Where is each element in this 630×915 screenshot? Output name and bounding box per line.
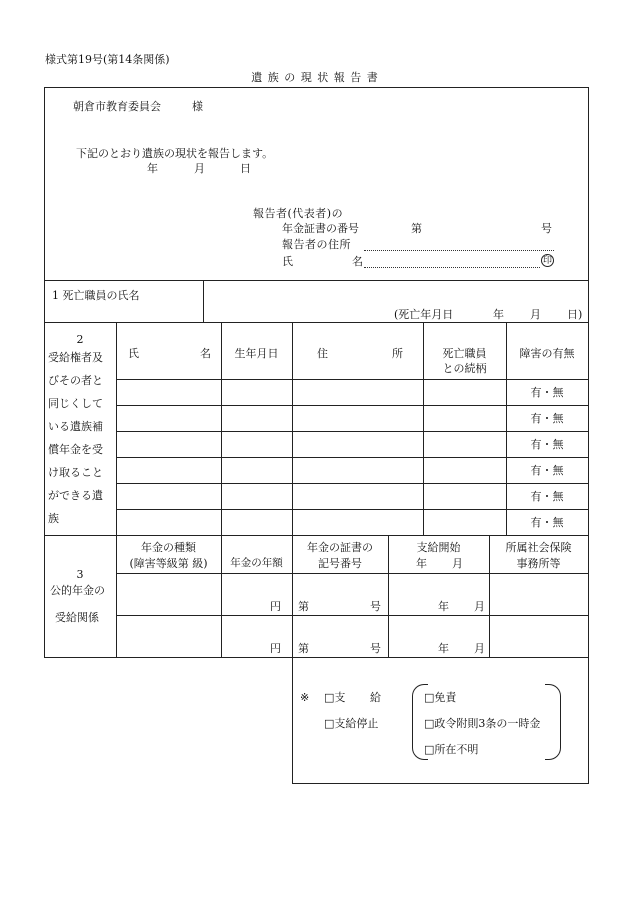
pension-start-year-1: 年 — [438, 600, 449, 613]
section3-number: 3 — [76, 568, 84, 581]
header-start-year: 年 — [416, 557, 427, 570]
document-title: 遺 族 の 現 状 報 告 書 — [251, 71, 379, 84]
date-year-label: 年 — [147, 162, 158, 175]
header-pension-type-1: 年金の種類 — [141, 541, 196, 554]
header-pension-type-2: (障害等級第 級) — [129, 557, 208, 570]
disability-value: 有・無 — [530, 412, 564, 425]
section3-label-1: 公的年金の — [50, 584, 105, 597]
seal-mark: 印 — [542, 256, 552, 266]
pension-gou-2: 号 — [370, 642, 381, 655]
header-office-1: 所属社会保険 — [505, 541, 572, 554]
header-name-1: 氏 — [128, 347, 139, 360]
date-day-label: 日 — [240, 162, 251, 175]
pay-checkbox-label-1: □支 — [324, 691, 346, 704]
death-date-open: (死亡年月日 — [394, 308, 454, 321]
reporter-address-label: 報告者の住所 — [282, 238, 351, 251]
section2-label-7: ができる遺 — [48, 489, 103, 502]
disability-value: 有・無 — [530, 464, 564, 477]
disability-value: 有・無 — [530, 438, 564, 451]
header-pension-amount: 年金の年額 — [230, 557, 283, 569]
header-address-2: 所 — [392, 347, 403, 360]
reporter-name-label-1: 氏 — [282, 255, 293, 268]
disability-value: 有・無 — [530, 386, 564, 399]
reporter-name-label-2: 名 — [352, 255, 363, 268]
section2-label-3: 同じくして — [48, 397, 103, 410]
pension-start-month-1: 月 — [474, 600, 485, 613]
date-month-label: 月 — [194, 162, 205, 175]
header-name-2: 名 — [200, 347, 211, 360]
header-address-1: 住 — [317, 347, 328, 360]
report-statement: 下記のとおり遺族の現状を報告します。 — [76, 147, 274, 160]
header-cert-2: 記号番号 — [318, 557, 362, 570]
section3-label-2: 受給関係 — [55, 611, 99, 624]
section2-number: 2 — [76, 333, 84, 346]
pension-yen-2: 円 — [270, 642, 281, 655]
pension-yen-1: 円 — [270, 600, 281, 613]
pension-dai-2: 第 — [298, 642, 309, 655]
pension-gou-1: 号 — [370, 600, 381, 613]
header-start-1: 支給開始 — [416, 541, 461, 554]
reason-whereabouts-unknown: □所在不明 — [424, 743, 479, 756]
section2-label-8: 族 — [48, 512, 59, 525]
disability-value: 有・無 — [530, 516, 564, 529]
addressee-honorific: 様 — [192, 100, 203, 113]
pension-number-gou: 号 — [541, 222, 552, 235]
reporter-label: 報告者(代表者)の — [253, 207, 344, 220]
death-date-year: 年 — [493, 308, 504, 321]
office-use-mark: ※ — [300, 691, 310, 704]
section2-label-6: け取ること — [48, 466, 103, 479]
addressee: 朝倉市教育委員会 — [73, 100, 161, 113]
pension-number-label: 年金証書の番号 — [282, 222, 359, 235]
pension-dai-1: 第 — [298, 600, 309, 613]
pension-start-month-2: 月 — [474, 642, 485, 655]
death-date-month: 月 — [530, 308, 541, 321]
section2-label-1: 受給権者及 — [48, 351, 103, 364]
header-relation-2: との続柄 — [442, 362, 487, 375]
header-cert-1: 年金の証書の — [307, 541, 373, 554]
section2-label-4: いる遺族補 — [48, 420, 103, 433]
reason-exempt: □免責 — [424, 691, 457, 704]
form-number: 様式第19号(第14条関係) — [45, 53, 170, 66]
header-birthdate: 生年月日 — [234, 347, 279, 360]
reason-lump-sum: □政令附則3条の一時金 — [424, 717, 541, 730]
pay-stop-checkbox-label: □支給停止 — [324, 717, 379, 730]
pay-checkbox-label-2: 給 — [370, 691, 381, 704]
header-disability: 障害の有無 — [519, 347, 575, 360]
death-date-day: 日) — [567, 308, 583, 321]
right-bracket — [545, 684, 561, 760]
section2-label-2: びその者と — [48, 374, 103, 387]
header-relation-1: 死亡職員 — [442, 347, 487, 360]
section2-label-5: 償年金を受 — [48, 443, 103, 456]
header-start-month: 月 — [452, 557, 463, 570]
section1-label: 1 死亡職員の氏名 — [52, 289, 140, 302]
pension-number-dai: 第 — [411, 222, 422, 235]
pension-start-year-2: 年 — [438, 642, 449, 655]
disability-value: 有・無 — [530, 490, 564, 503]
header-office-2: 事務所等 — [516, 557, 561, 570]
